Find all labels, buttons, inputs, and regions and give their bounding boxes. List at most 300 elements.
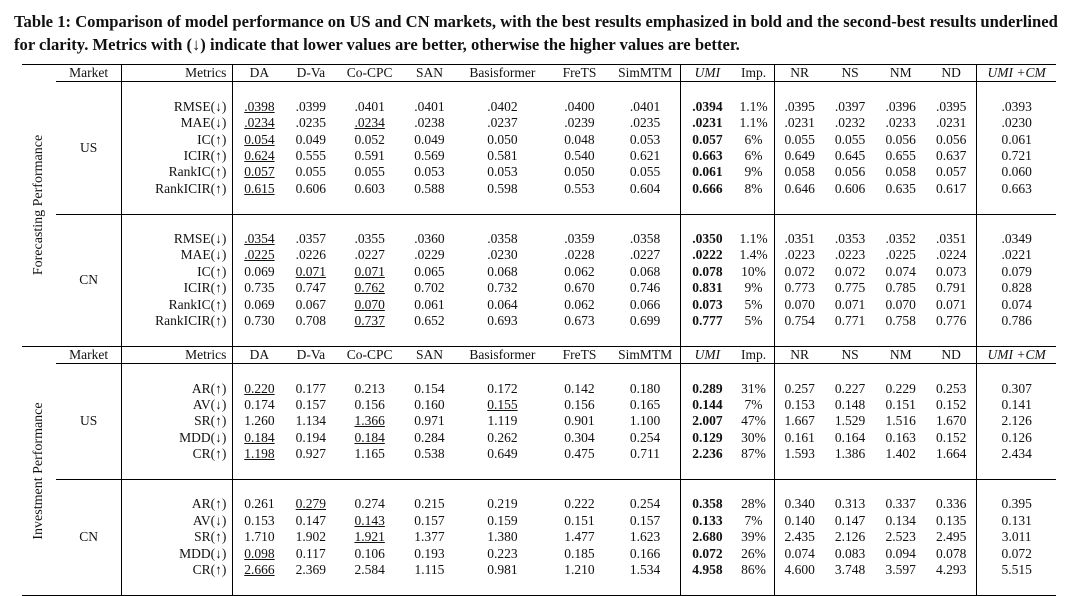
market-cell: US bbox=[56, 82, 121, 214]
value-cell: 0.185 bbox=[564, 545, 595, 561]
spacer-cell bbox=[926, 480, 977, 497]
value-cell: 1.1% bbox=[734, 231, 775, 247]
spacer-cell bbox=[734, 480, 775, 497]
spacer-cell bbox=[286, 82, 337, 99]
spacer-cell bbox=[121, 329, 233, 346]
value-cell: 0.074 bbox=[1001, 296, 1032, 312]
value-cell: 0.617 bbox=[926, 181, 977, 197]
value-cell: 0.336 bbox=[926, 496, 977, 512]
value-cell: .0235 bbox=[610, 115, 681, 131]
value-cell: 0.062 bbox=[564, 296, 595, 312]
spacer-cell bbox=[456, 197, 549, 214]
metric-cell: RankIC(↑) bbox=[121, 297, 233, 313]
spacer-cell bbox=[825, 578, 876, 595]
spacer-cell bbox=[734, 329, 775, 346]
spacer-cell bbox=[926, 214, 977, 231]
value-cell: .0223 bbox=[784, 247, 815, 263]
spacer-cell bbox=[336, 197, 403, 214]
spacer-cell bbox=[121, 214, 233, 231]
spacer-cell bbox=[121, 463, 233, 480]
value-cell: 0.732 bbox=[487, 280, 518, 296]
spacer-cell bbox=[336, 82, 403, 99]
value-cell: .0225 bbox=[885, 247, 916, 263]
table-row bbox=[22, 247, 1056, 263]
spacer-cell bbox=[233, 364, 286, 381]
value-cell: 2.495 bbox=[926, 529, 977, 545]
value-cell: 0.215 bbox=[414, 496, 445, 512]
spacer-cell bbox=[549, 82, 610, 99]
spacer-cell bbox=[875, 329, 926, 346]
value-cell: 0.220 bbox=[244, 380, 275, 396]
spacer-cell bbox=[977, 329, 1056, 346]
spacer-cell bbox=[926, 82, 977, 99]
spacer-cell bbox=[286, 578, 337, 595]
spacer-cell bbox=[977, 82, 1056, 99]
value-cell: 0.652 bbox=[414, 313, 445, 329]
value-cell: .0221 bbox=[1001, 247, 1032, 263]
value-cell: 0.144 bbox=[692, 397, 723, 413]
value-cell: 0.072 bbox=[1001, 545, 1032, 561]
value-cell: 0.066 bbox=[610, 297, 681, 313]
spacer-cell bbox=[456, 578, 549, 595]
value-cell: 1.210 bbox=[564, 562, 595, 578]
header-cell: Basisformer bbox=[456, 346, 549, 363]
header-cell: ND bbox=[926, 65, 977, 82]
value-cell: 0.053 bbox=[487, 164, 518, 180]
value-cell: .0355 bbox=[354, 231, 385, 247]
value-cell: .0395 bbox=[926, 99, 977, 115]
spacer-cell bbox=[825, 214, 876, 231]
value-cell: .0226 bbox=[295, 247, 327, 263]
value-cell: 1.377 bbox=[414, 529, 445, 545]
value-cell: 0.098 bbox=[244, 545, 275, 561]
value-cell: 1.4% bbox=[734, 247, 775, 263]
value-cell: 86% bbox=[734, 562, 775, 578]
table-row bbox=[22, 413, 1056, 429]
value-cell: 0.070 bbox=[784, 296, 815, 312]
value-cell: 0.213 bbox=[354, 380, 385, 396]
spacer-cell bbox=[774, 214, 825, 231]
value-cell: 0.776 bbox=[926, 313, 977, 329]
value-cell: 1.386 bbox=[834, 446, 866, 462]
value-cell: 4.293 bbox=[926, 562, 977, 578]
spacer-cell bbox=[403, 82, 456, 99]
value-cell: 0.160 bbox=[414, 397, 445, 413]
value-cell: 2.369 bbox=[295, 562, 327, 578]
header-cell: Market bbox=[56, 65, 121, 82]
spacer-cell bbox=[233, 578, 286, 595]
spacer-cell bbox=[774, 463, 825, 480]
header-cell: UMI bbox=[681, 346, 734, 363]
value-cell: 0.157 bbox=[610, 513, 681, 529]
value-cell: 0.254 bbox=[610, 430, 681, 446]
value-cell: 2.236 bbox=[692, 446, 723, 462]
value-cell: 0.068 bbox=[610, 264, 681, 280]
value-cell: .0402 bbox=[487, 98, 518, 114]
spacer-cell bbox=[456, 463, 549, 480]
metric-cell: RMSE(↓) bbox=[121, 231, 233, 247]
value-cell: 2.434 bbox=[1001, 446, 1032, 462]
value-cell: 0.603 bbox=[354, 180, 385, 196]
value-cell: 3.748 bbox=[834, 562, 866, 578]
spacer-cell bbox=[774, 82, 825, 99]
spacer-cell bbox=[875, 197, 926, 214]
header-cell: SimMTM bbox=[610, 65, 681, 82]
value-cell: 1.165 bbox=[354, 446, 385, 462]
header-cell: Imp. bbox=[734, 346, 775, 363]
value-cell: 0.152 bbox=[926, 430, 977, 446]
value-cell: 0.785 bbox=[885, 280, 916, 296]
value-cell: 4.600 bbox=[784, 562, 815, 578]
value-cell: 0.094 bbox=[885, 545, 916, 561]
value-cell: 6% bbox=[734, 132, 775, 148]
table-row bbox=[22, 264, 1056, 280]
value-cell: 0.133 bbox=[692, 512, 723, 528]
value-cell: 0.068 bbox=[487, 263, 518, 279]
value-cell: .0229 bbox=[414, 247, 445, 263]
value-cell: 0.194 bbox=[295, 429, 327, 445]
spacer-cell bbox=[286, 197, 337, 214]
value-cell: 1.664 bbox=[926, 446, 977, 462]
value-cell: 0.049 bbox=[295, 131, 327, 147]
spacer-row bbox=[22, 329, 1056, 346]
value-cell: 1.380 bbox=[487, 529, 518, 545]
value-cell: 0.148 bbox=[834, 397, 866, 413]
value-cell: 9% bbox=[734, 164, 775, 180]
value-cell: 0.180 bbox=[610, 381, 681, 397]
metric-cell: RankICIR(↑) bbox=[121, 313, 233, 329]
value-cell: 0.737 bbox=[354, 313, 385, 329]
metric-cell: RankIC(↑) bbox=[121, 164, 233, 180]
spacer-cell bbox=[926, 364, 977, 381]
metric-cell: RankICIR(↑) bbox=[121, 181, 233, 197]
spacer-cell bbox=[233, 480, 286, 497]
value-cell: 0.569 bbox=[414, 148, 445, 164]
spacer-cell bbox=[774, 329, 825, 346]
header-cell: D-Va bbox=[286, 346, 337, 363]
value-cell: 0.762 bbox=[354, 280, 385, 296]
header-cell: ND bbox=[926, 346, 977, 363]
value-cell: 4.958 bbox=[692, 562, 723, 578]
spacer-cell bbox=[875, 480, 926, 497]
value-cell: 1.1% bbox=[734, 99, 775, 115]
header-cell: DA bbox=[233, 346, 286, 363]
value-cell: 3.011 bbox=[1001, 529, 1032, 545]
header-cell: UMI bbox=[681, 65, 734, 82]
spacer-cell bbox=[456, 214, 549, 231]
spacer-cell bbox=[121, 480, 233, 497]
metric-cell: SR(↑) bbox=[121, 413, 233, 429]
value-cell: 0.313 bbox=[834, 496, 866, 512]
value-cell: 0.637 bbox=[926, 148, 977, 164]
header-cell: DA bbox=[233, 65, 286, 82]
value-cell: 0.254 bbox=[610, 496, 681, 512]
value-cell: 0.645 bbox=[834, 148, 866, 164]
value-cell: 0.184 bbox=[244, 429, 275, 445]
spacer-cell bbox=[286, 364, 337, 381]
table-row bbox=[22, 99, 1056, 115]
spacer-row bbox=[22, 578, 1056, 595]
value-cell: 2.523 bbox=[885, 529, 916, 545]
spacer-cell bbox=[233, 214, 286, 231]
value-cell: 1.115 bbox=[414, 562, 445, 578]
section-label bbox=[22, 65, 56, 347]
spacer-cell bbox=[403, 578, 456, 595]
value-cell: .0225 bbox=[244, 247, 275, 263]
header-row bbox=[22, 65, 1056, 82]
market-cell: CN bbox=[56, 480, 121, 596]
value-cell: 0.649 bbox=[487, 446, 518, 462]
value-cell: 0.666 bbox=[692, 180, 723, 196]
metric-cell: MDD(↓) bbox=[121, 430, 233, 446]
value-cell: 1.529 bbox=[834, 413, 866, 429]
spacer-cell bbox=[825, 480, 876, 497]
table-row bbox=[22, 164, 1056, 180]
value-cell: 1.198 bbox=[244, 446, 275, 462]
spacer-row bbox=[22, 197, 1056, 214]
value-cell: 0.065 bbox=[414, 263, 445, 279]
spacer-cell bbox=[734, 578, 775, 595]
value-cell: 0.060 bbox=[1001, 164, 1032, 180]
spacer-cell bbox=[610, 329, 681, 346]
value-cell: 2.680 bbox=[692, 529, 723, 545]
spacer-cell bbox=[233, 197, 286, 214]
spacer-cell bbox=[926, 197, 977, 214]
metric-cell: MDD(↓) bbox=[121, 546, 233, 562]
value-cell: 0.151 bbox=[564, 512, 595, 528]
value-cell: 1.670 bbox=[926, 413, 977, 429]
value-cell: 0.062 bbox=[564, 263, 595, 279]
value-cell: 0.126 bbox=[1001, 429, 1032, 445]
spacer-cell bbox=[926, 463, 977, 480]
value-cell: 0.054 bbox=[244, 131, 275, 147]
value-cell: 26% bbox=[734, 546, 775, 562]
spacer-cell bbox=[403, 463, 456, 480]
spacer-cell bbox=[549, 480, 610, 497]
spacer-cell bbox=[825, 82, 876, 99]
value-cell: 1.593 bbox=[784, 446, 815, 462]
value-cell: 0.193 bbox=[414, 545, 445, 561]
header-cell: NS bbox=[825, 346, 876, 363]
spacer-cell bbox=[977, 480, 1056, 497]
value-cell: 0.056 bbox=[926, 132, 977, 148]
value-cell: 0.284 bbox=[414, 429, 445, 445]
value-cell: 0.358 bbox=[692, 496, 723, 512]
spacer-cell bbox=[233, 329, 286, 346]
spacer-cell bbox=[336, 578, 403, 595]
value-cell: 0.663 bbox=[1001, 180, 1032, 196]
value-cell: 0.340 bbox=[784, 496, 815, 512]
value-cell: 0.646 bbox=[784, 180, 815, 196]
spacer-cell bbox=[774, 578, 825, 595]
value-cell: .0351 bbox=[784, 231, 815, 247]
value-cell: 0.156 bbox=[354, 397, 385, 413]
table-row bbox=[22, 313, 1056, 329]
header-cell: FreTS bbox=[549, 65, 610, 82]
value-cell: 0.056 bbox=[834, 164, 866, 180]
spacer-row bbox=[22, 480, 1056, 497]
value-cell: 0.621 bbox=[610, 148, 681, 164]
value-cell: .0238 bbox=[414, 115, 445, 131]
spacer-cell bbox=[734, 463, 775, 480]
value-cell: 2.584 bbox=[354, 562, 385, 578]
value-cell: 0.711 bbox=[610, 446, 681, 462]
header-cell: NM bbox=[875, 65, 926, 82]
value-cell: 0.773 bbox=[784, 280, 815, 296]
spacer-cell bbox=[610, 364, 681, 381]
value-cell: 0.061 bbox=[1001, 131, 1032, 147]
value-cell: 0.588 bbox=[414, 180, 445, 196]
spacer-cell bbox=[456, 329, 549, 346]
value-cell: 0.070 bbox=[354, 296, 385, 312]
value-cell: .0227 bbox=[354, 247, 385, 263]
value-cell: 6% bbox=[734, 148, 775, 164]
value-cell: 87% bbox=[734, 446, 775, 462]
value-cell: 0.927 bbox=[295, 446, 327, 462]
spacer-cell bbox=[610, 197, 681, 214]
value-cell: 0.078 bbox=[926, 546, 977, 562]
value-cell: 0.061 bbox=[692, 164, 723, 180]
value-cell: 0.166 bbox=[610, 546, 681, 562]
value-cell: .0349 bbox=[1001, 231, 1032, 247]
spacer-cell bbox=[977, 463, 1056, 480]
value-cell: 0.156 bbox=[564, 397, 595, 413]
value-cell: 0.615 bbox=[244, 180, 275, 196]
value-cell: .0227 bbox=[610, 247, 681, 263]
header-cell: Co-CPC bbox=[336, 346, 403, 363]
spacer-cell bbox=[681, 364, 734, 381]
value-cell: 0.151 bbox=[885, 397, 916, 413]
spacer-cell bbox=[825, 364, 876, 381]
spacer-cell bbox=[233, 463, 286, 480]
value-cell: .0224 bbox=[926, 247, 977, 263]
spacer-cell bbox=[681, 82, 734, 99]
value-cell: .0398 bbox=[244, 98, 275, 114]
value-cell: 0.053 bbox=[610, 132, 681, 148]
value-cell: 0.337 bbox=[885, 496, 916, 512]
value-cell: 1.516 bbox=[885, 413, 916, 429]
value-cell: 0.157 bbox=[295, 397, 327, 413]
value-cell: 0.067 bbox=[295, 296, 327, 312]
spacer-cell bbox=[774, 480, 825, 497]
spacer-cell bbox=[774, 197, 825, 214]
table-row bbox=[22, 430, 1056, 446]
value-cell: 0.673 bbox=[564, 313, 595, 329]
value-cell: 0.624 bbox=[244, 148, 275, 164]
value-cell: 3.597 bbox=[885, 562, 916, 578]
table-row bbox=[22, 529, 1056, 545]
value-cell: 0.052 bbox=[354, 131, 385, 147]
value-cell: 0.074 bbox=[784, 545, 815, 561]
table-row bbox=[22, 546, 1056, 562]
value-cell: 0.786 bbox=[1001, 313, 1032, 329]
value-cell: 0.055 bbox=[610, 164, 681, 180]
value-cell: 0.073 bbox=[926, 264, 977, 280]
spacer-cell bbox=[549, 214, 610, 231]
spacer-cell bbox=[286, 329, 337, 346]
value-cell: 7% bbox=[734, 513, 775, 529]
section-label-text: Forecasting Performance bbox=[31, 135, 47, 276]
value-cell: .0222 bbox=[692, 247, 723, 263]
header-cell: UMI +CM bbox=[977, 65, 1056, 82]
value-cell: .0350 bbox=[692, 231, 723, 247]
value-cell: .0231 bbox=[692, 115, 723, 131]
value-cell: .0393 bbox=[1001, 98, 1032, 114]
value-cell: .0234 bbox=[354, 115, 385, 131]
value-cell: 0.069 bbox=[244, 263, 275, 279]
value-cell: 0.056 bbox=[885, 131, 916, 147]
value-cell: 0.229 bbox=[885, 380, 916, 396]
value-cell: .0401 bbox=[414, 98, 445, 114]
header-cell: Co-CPC bbox=[336, 65, 403, 82]
value-cell: 0.071 bbox=[354, 263, 385, 279]
value-cell: 39% bbox=[734, 529, 775, 545]
header-cell: SAN bbox=[403, 65, 456, 82]
header-cell: Market bbox=[56, 346, 121, 363]
value-cell: 0.828 bbox=[1001, 280, 1032, 296]
value-cell: 0.061 bbox=[414, 296, 445, 312]
value-cell: 0.071 bbox=[295, 263, 327, 279]
metric-cell: ICIR(↑) bbox=[121, 148, 233, 164]
value-cell: .0397 bbox=[834, 98, 866, 114]
value-cell: 0.159 bbox=[487, 512, 518, 528]
value-cell: 0.172 bbox=[487, 380, 518, 396]
value-cell: 7% bbox=[734, 397, 775, 413]
metric-cell: ICIR(↑) bbox=[121, 280, 233, 296]
value-cell: .0358 bbox=[610, 231, 681, 247]
value-cell: 0.223 bbox=[487, 545, 518, 561]
value-cell: .0235 bbox=[295, 115, 327, 131]
spacer-cell bbox=[336, 364, 403, 381]
header-cell: NS bbox=[825, 65, 876, 82]
value-cell: .0400 bbox=[564, 98, 595, 114]
value-cell: 2.126 bbox=[834, 529, 866, 545]
value-cell: 0.262 bbox=[487, 429, 518, 445]
value-cell: 0.395 bbox=[1001, 496, 1032, 512]
spacer-cell bbox=[121, 364, 233, 381]
value-cell: .0223 bbox=[834, 247, 866, 263]
value-cell: 0.143 bbox=[354, 512, 385, 528]
value-cell: 0.253 bbox=[926, 381, 977, 397]
value-cell: 0.064 bbox=[487, 296, 518, 312]
value-cell: 0.055 bbox=[295, 164, 327, 180]
value-cell: 0.649 bbox=[784, 148, 815, 164]
value-cell: 0.754 bbox=[784, 313, 815, 329]
spacer-cell bbox=[734, 214, 775, 231]
value-cell: 0.071 bbox=[926, 297, 977, 313]
value-cell: 2.666 bbox=[244, 562, 275, 578]
metric-cell: AR(↑) bbox=[121, 496, 233, 512]
table-row bbox=[22, 496, 1056, 512]
value-cell: 1.477 bbox=[564, 529, 595, 545]
value-cell: 0.147 bbox=[295, 512, 327, 528]
value-cell: 1.100 bbox=[610, 413, 681, 429]
metric-cell: IC(↑) bbox=[121, 264, 233, 280]
spacer-cell bbox=[825, 463, 876, 480]
value-cell: 1.921 bbox=[354, 529, 385, 545]
spacer-cell bbox=[403, 197, 456, 214]
value-cell: 0.164 bbox=[834, 429, 866, 445]
spacer-cell bbox=[977, 578, 1056, 595]
spacer-cell bbox=[681, 329, 734, 346]
value-cell: .0353 bbox=[834, 231, 866, 247]
spacer-cell bbox=[121, 578, 233, 595]
spacer-cell bbox=[549, 197, 610, 214]
spacer-cell bbox=[233, 82, 286, 99]
value-cell: .0352 bbox=[885, 231, 916, 247]
section-label-text: Investment Performance bbox=[31, 402, 47, 540]
value-cell: 0.135 bbox=[926, 513, 977, 529]
